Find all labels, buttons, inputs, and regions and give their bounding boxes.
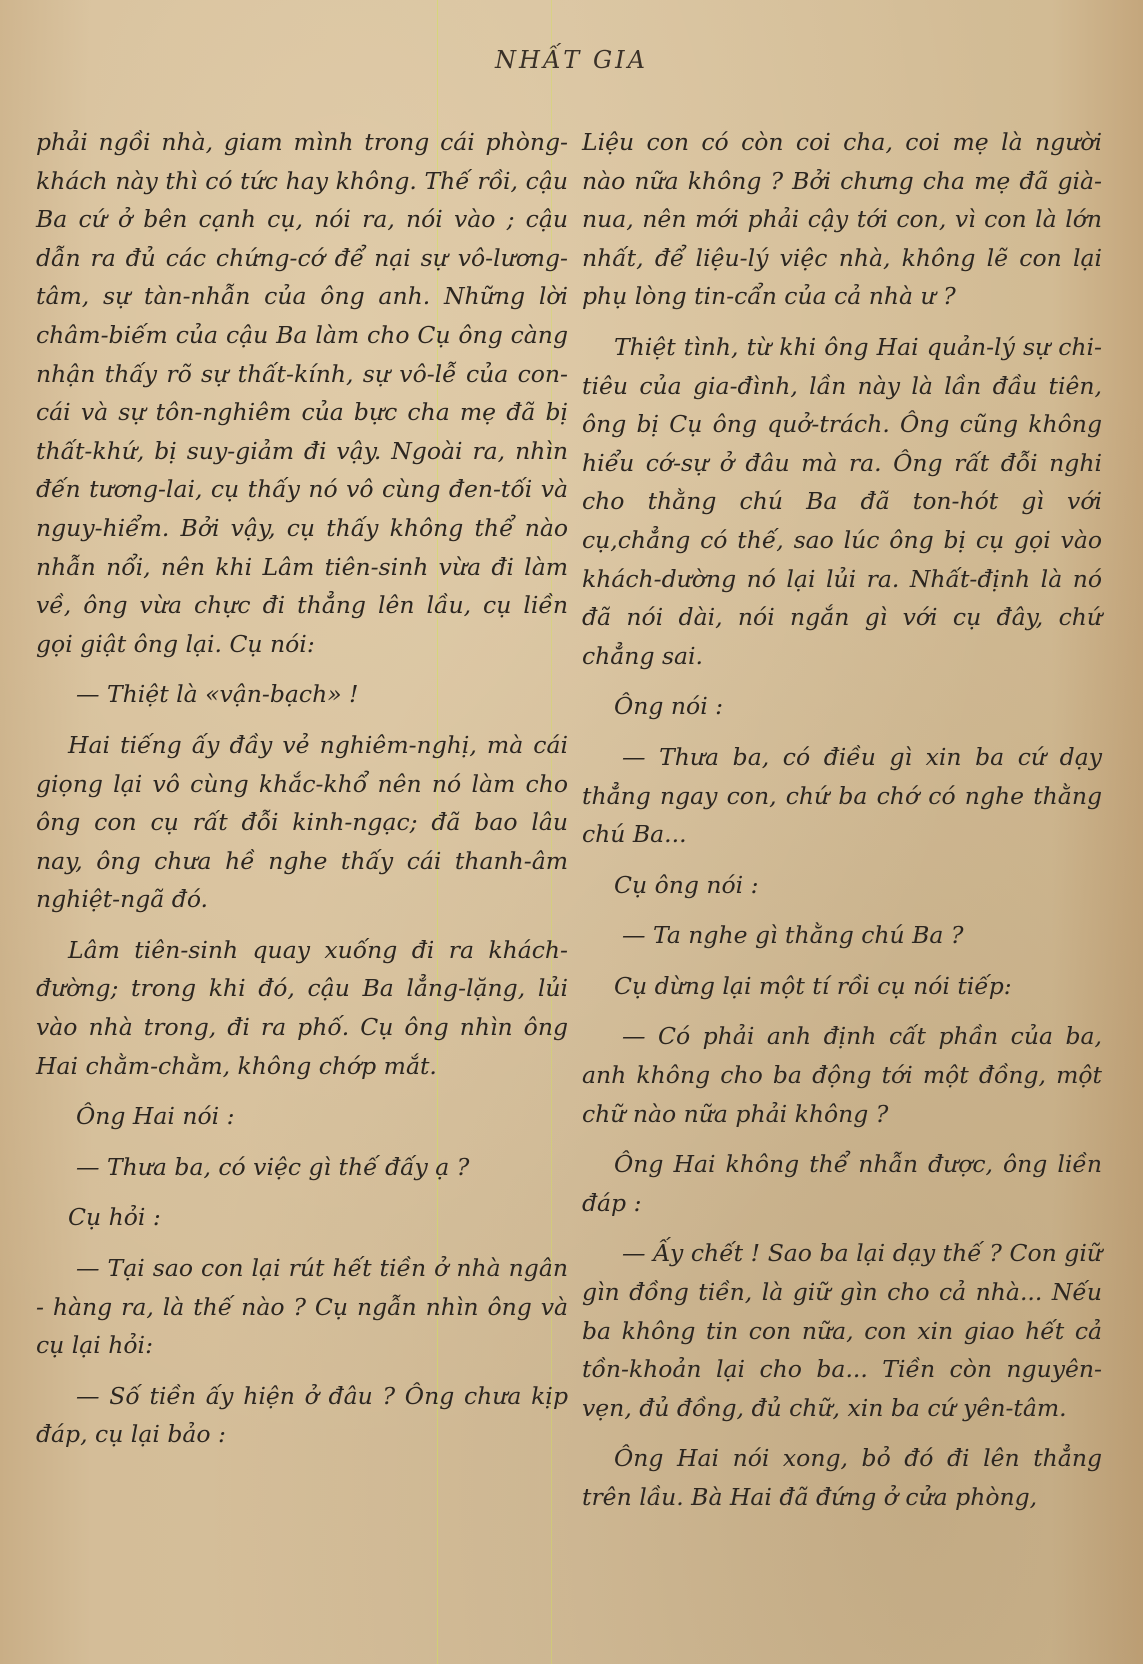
paragraph: Liệu con có còn coi cha, coi mẹ là người nào nữa không ? Bởi chưng cha mẹ đã già-nua, nên mới phải cậy tới con, vì con là lớn nhất, để liệu-lý việc nhà, không lẽ con lại phụ lòng tin-cẩn của cả nhà ư ?	[582, 128, 1102, 311]
paragraph: Thiệt tình, từ khi ông Hai quản-lý sự chi-tiêu của gia-đình, lần này là lần đầu tiên, ông bị Cụ ông quở-trách. Ông cũng không hiểu cớ-sự ở đâu mà ra. Ông rất đỗi nghi cho thằng chú Ba đã ton-hót gì với cụ,chẳng có thế, sao lúc ông bị cụ gọi vào khách-dường nó lại lủi ra. Nhất-định là nó đã nói dài, nói ngắn gì với cụ đây, chứ chẳng sai.	[582, 332, 1102, 670]
left-column	[36, 123, 568, 1466]
dialogue-line: — Tại sao con lại rút hết tiền ở nhà ngân - hàng ra, là thế nào ? Cụ ngẫn nhìn ông và cụ lại hỏi:	[36, 1254, 568, 1360]
dialogue-line: — Ấy chết ! Sao ba lại dạy thế ? Con giữ gìn đồng tiền, là giữ gìn cho cả nhà... Nếu ba không tin con nữa, con xin giao hết cả tồn-khoản lại cho ba... Tiền còn nguyên-vẹn, đủ đồng, đủ chữ, xin ba cứ yên-tâm.	[582, 1239, 1102, 1422]
paragraph: Ông Hai không thể nhẫn được, ông liền đáp :	[582, 1150, 1102, 1217]
paragraph: Cụ ông nói :	[614, 870, 759, 899]
dialogue-line: — Thưa ba, có việc gì thế đấy ạ ?	[76, 1152, 470, 1181]
paragraph: Cụ hỏi :	[68, 1203, 161, 1232]
paragraph: phải ngồi nhà, giam mình trong cái phòng-khách này thì có tức hay không. Thế rồi, cậu Ba cứ ở bên cạnh cụ, nói ra, nói vào ; cậu dẫn ra đủ các chứng-cớ để nại sự vô-lương-tâm, sự tàn-nhẫn của ông anh. Những lời châm-biếm của cậu Ba làm cho Cụ ông càng nhận thấy rõ sự thất-kính, sự vô-lễ của con-cái và sự tôn-nghiêm của bực cha mẹ đã bị thất-khứ, bị suy-giảm đi vậy. Ngoài ra, nhìn đến tương-lai, cụ thấy nó vô cùng đen-tối và nguy-hiểm. Bởi vậy, cụ thấy không thể nào nhẫn nổi, nên khi Lâm tiên-sinh vừa đi làm về, ông vừa chực đi thẳng lên lầu, cụ liền gọi giật ông lại. Cụ nói:	[36, 128, 568, 658]
running-head: NHẤT GIA	[495, 46, 648, 74]
paragraph: Hai tiếng ấy đầy vẻ nghiêm-nghị, mà cái giọng lại vô cùng khắc-khổ nên nó làm cho ông con cụ rất đỗi kinh-ngạc; đã bao lâu nay, ông chưa hề nghe thấy cái thanh-âm nghiệt-ngã đó.	[36, 730, 568, 914]
paragraph: Lâm tiên-sinh quay xuống đi ra khách-đường; trong khi đó, cậu Ba lẳng-lặng, lủi vào nhà trong, đi ra phố. Cụ ông nhìn ông Hai chằm-chằm, không chớp mắt.	[36, 935, 568, 1080]
paragraph: Cụ dừng lại một tí rồi cụ nói tiếp:	[614, 971, 1012, 1000]
dialogue-line: — Ta nghe gì thằng chú Ba ?	[622, 921, 964, 950]
dialogue-line: — Thiệt là «vận-bạch» !	[76, 680, 359, 709]
paragraph: Ông nói :	[614, 692, 724, 721]
paragraph: Ông Hai nói :	[76, 1102, 235, 1131]
dialogue-line: — Thưa ba, có điều gì xin ba cứ dạy thẳng ngay con, chứ ba chớ có nghe thằng chú Ba...	[582, 742, 1102, 849]
dialogue-line: — Có phải anh định cất phần của ba, anh không cho ba động tới một đồng, một chữ nào nữa phải không ?	[582, 1022, 1102, 1128]
right-column	[582, 123, 1102, 1529]
paragraph: Ông Hai nói xong, bỏ đó đi lên thẳng trên lầu. Bà Hai đã đứng ở cửa phòng,	[582, 1444, 1102, 1511]
dialogue-line: — Số tiền ấy hiện ở đâu ? Ông chưa kịp đáp, cụ lại bảo :	[36, 1381, 568, 1449]
